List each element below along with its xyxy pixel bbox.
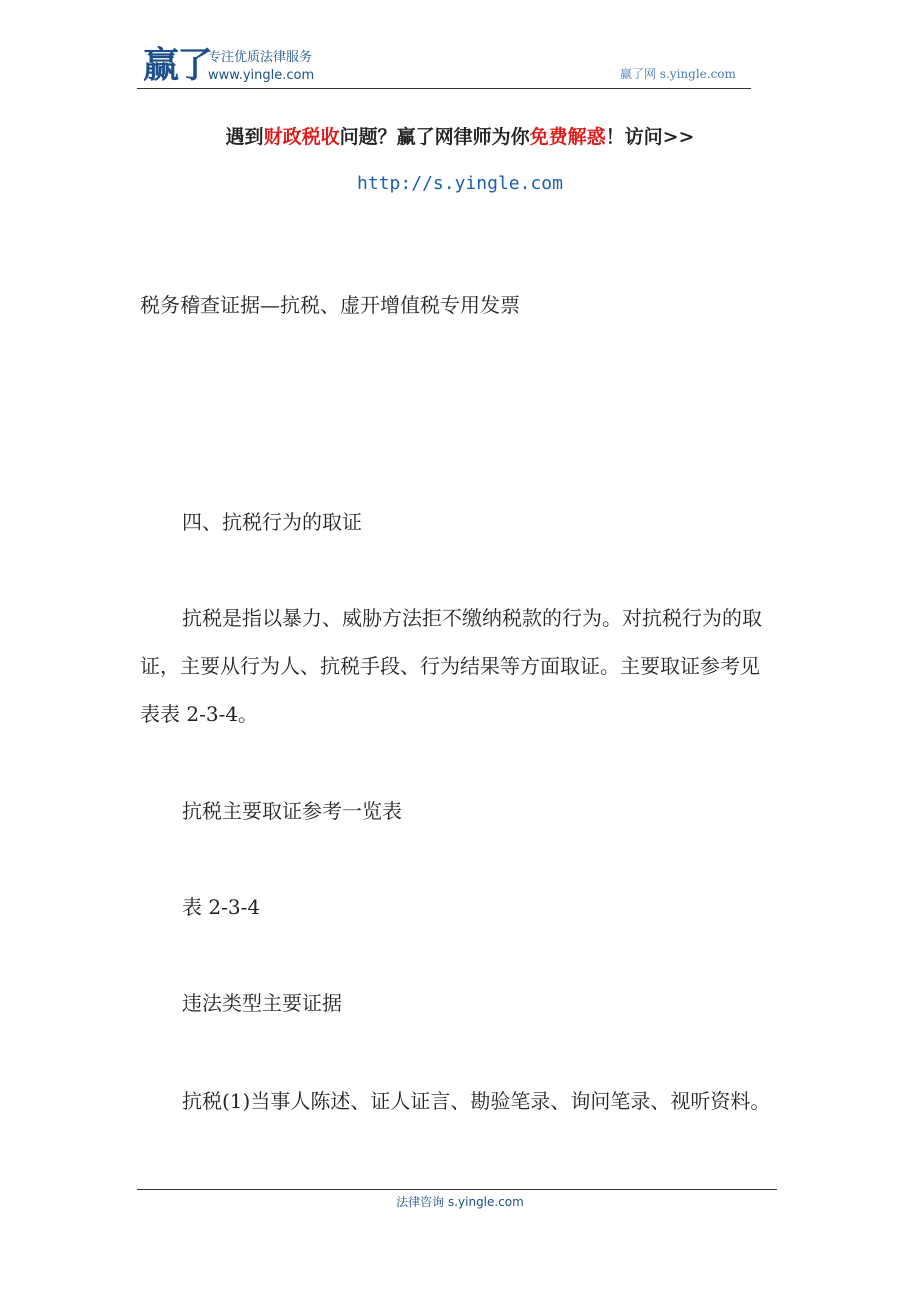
promo-text-3: ！访问>>: [605, 126, 695, 148]
table-number: 表 2-3-4: [182, 895, 261, 919]
document-title: 税务稽查证据—抗税、虚开增值税专用发票: [140, 293, 520, 317]
body-paragraph: 抗税是指以暴力、威胁方法拒不缴纳税款的行为。对抗税行为的取证，主要从行为人、抗税手段、行为结果等方面取证。主要取证参考见表表 2-3-4。: [140, 606, 762, 726]
section-heading: 四、抗税行为的取证: [182, 510, 362, 534]
promo-url-link[interactable]: http://s.yingle.com: [357, 173, 563, 194]
table-caption: 抗税主要取证参考一览表: [182, 799, 402, 823]
header-site-link[interactable]: 赢了网 s.yingle.com: [620, 67, 736, 81]
footer-link[interactable]: 法律咨询 s.yingle.com: [396, 1195, 524, 1209]
promo-banner: [0, 124, 920, 150]
promo-highlight-free: 免费解惑: [529, 126, 606, 148]
table-row: 抗税(1)当事人陈述、证人证言、勘验笔录、询问笔录、视听资料。: [182, 1089, 771, 1113]
table-header: 违法类型主要证据: [182, 991, 342, 1015]
yingle-logo[interactable]: 赢了: [143, 45, 212, 86]
promo-highlight-topic: 财政税收: [263, 126, 340, 148]
logo-slogan: 专注优质法律服务: [208, 50, 313, 65]
promo-text-1: 遇到: [225, 126, 264, 148]
page-header: [0, 0, 920, 100]
promo-text-2: 问题？赢了网律师为你: [339, 126, 530, 148]
footer-divider: [137, 1189, 777, 1190]
header-divider: [137, 88, 751, 89]
logo-url[interactable]: www.yingle.com: [208, 68, 315, 83]
